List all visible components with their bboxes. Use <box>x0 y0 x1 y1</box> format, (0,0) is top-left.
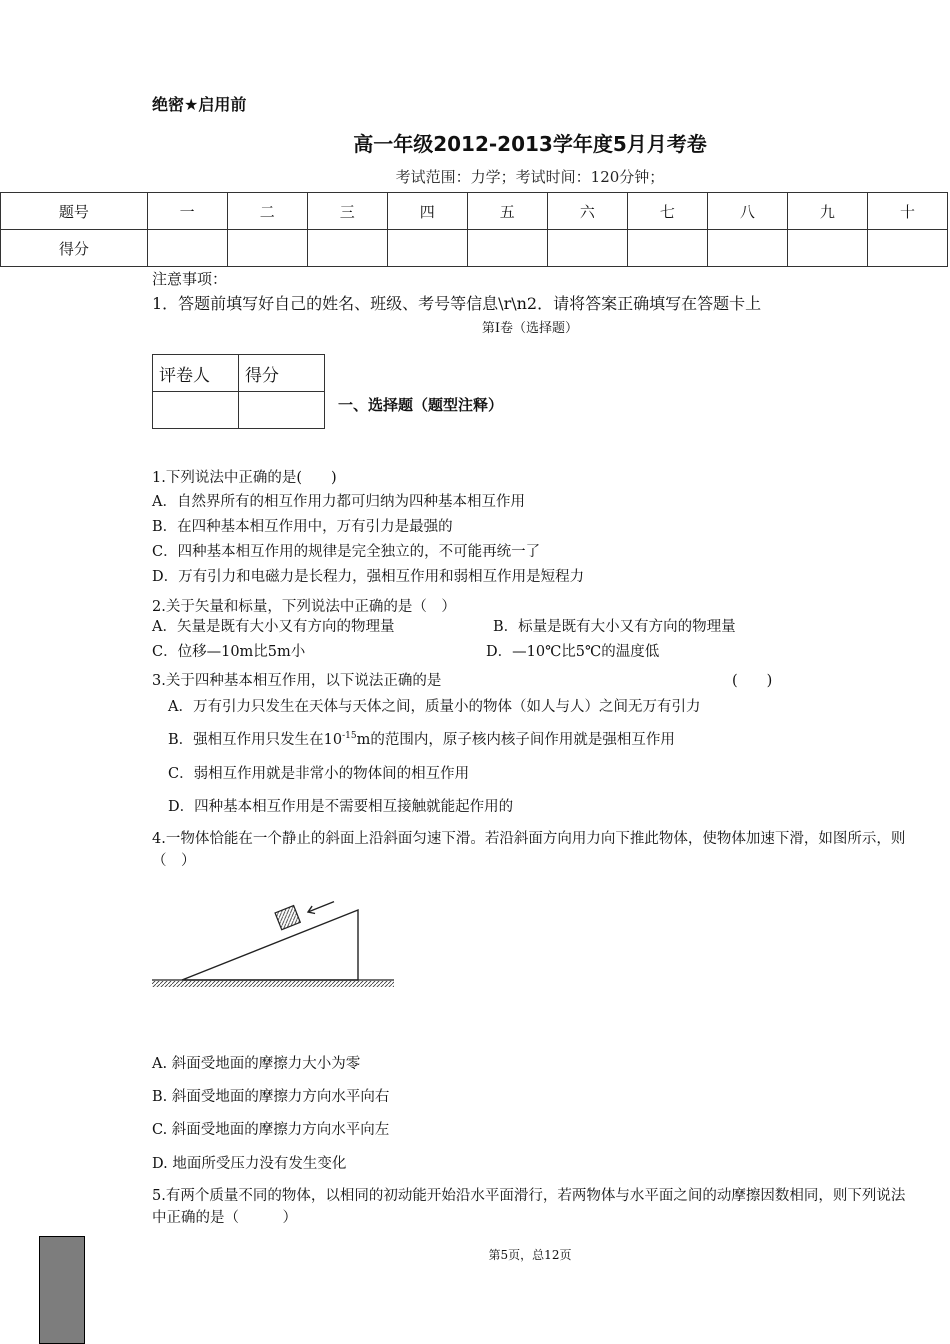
question-2-option-a: A．矢量是既有大小又有方向的物理量 <box>152 619 395 635</box>
score-table-header-row <box>1 193 948 230</box>
question-1-option-b: B．在四种基本相互作用中，万有引力是最强的 <box>152 519 453 535</box>
section-title: 一、选择题（题型注释） <box>338 396 504 414</box>
score-blank-cell <box>307 230 387 267</box>
score-blank-cell <box>547 230 627 267</box>
grader-blank-cell <box>153 392 239 429</box>
score-blank-cell <box>227 230 307 267</box>
score-cell: 四 <box>387 193 467 230</box>
score-cell: 六 <box>547 193 627 230</box>
score-blank-cell <box>387 230 467 267</box>
exam-title: 高一年级2012-2013学年度5月月考卷 <box>353 132 707 156</box>
score-cell: 十 <box>867 193 947 230</box>
score-cell: 一 <box>147 193 227 230</box>
question-1-option-d: D．万有引力和电磁力是长程力，强相互作用和弱相互作用是短程力 <box>152 569 585 585</box>
secret-label: 绝密★启用前 <box>152 95 247 114</box>
question-2-option-b: B．标量是既有大小又有方向的物理量 <box>493 619 736 635</box>
exponent: -15 <box>342 731 357 742</box>
score-blank-cell <box>627 230 707 267</box>
question-4-stem: 4.一物体恰能在一个静止的斜面上沿斜面匀速下滑。若沿斜面方向用力向下推此物体，使物体加速下滑，如图所示，则（ ） <box>152 831 906 869</box>
score-row-label: 得分 <box>1 230 148 267</box>
question-3-stem: 3.关于四种基本相互作用，以下说法正确的是 <box>152 673 442 689</box>
question-4-option-b: B. 斜面受地面的摩擦力方向水平向右 <box>152 1089 390 1105</box>
incline-diagram <box>148 900 398 995</box>
question-4-option-a: A. 斜面受地面的摩擦力大小为零 <box>152 1056 361 1072</box>
binding-margin-bar <box>39 1236 85 1344</box>
question-2-option-c: C．位移—10m比5m小 <box>152 644 306 660</box>
score-cell: 七 <box>627 193 707 230</box>
score-blank-cell <box>467 230 547 267</box>
incline-triangle <box>182 910 358 980</box>
question-3-option-d: D．四种基本相互作用是不需要相互接触就能起作用的 <box>168 799 514 815</box>
score-blank-cell <box>867 230 947 267</box>
grader-table <box>152 354 325 429</box>
question-4-option-c: C. 斜面受地面的摩擦力方向水平向左 <box>152 1122 390 1138</box>
question-5-stem: 5.有两个质量不同的物体，以相同的初动能开始沿水平面滑行，若两物体与水平面之间的动摩擦因数相同，则下列说法中正确的是（ ） <box>152 1188 906 1226</box>
score-table <box>0 192 948 267</box>
question-1-stem: 1.下列说法中正确的是( ) <box>152 470 337 486</box>
score-table-score-row <box>1 230 948 267</box>
question-3-option-b: B．强相互作用只发生在$10^{-15}m$的范围内，原子核内核子间作用就是强相互作用 <box>168 731 675 748</box>
page-number: 第5页，总12页 <box>488 1248 572 1262</box>
exam-range: 考试范围：力学；考试时间：120分钟； <box>395 168 665 186</box>
push-arrow <box>307 900 336 916</box>
score-cell: 三 <box>307 193 387 230</box>
question-1-option-c: C．四种基本相互作用的规律是完全独立的，不可能再统一了 <box>152 544 541 560</box>
volume-label: 第Ⅰ卷（选择题） <box>481 321 579 336</box>
score-blank-cell <box>707 230 787 267</box>
question-4-option-d: D. 地面所受压力没有发生变化 <box>152 1156 347 1172</box>
question-2-option-d: D．—10℃比5℃的温度低 <box>486 644 660 660</box>
question-3-option-c: C．弱相互作用就是非常小的物体间的相互作用 <box>168 766 470 782</box>
score-cell: 五 <box>467 193 547 230</box>
score-cell: 题号 <box>1 193 148 230</box>
ground-hatching <box>152 981 394 987</box>
score-cell: 九 <box>787 193 867 230</box>
score-cell: 八 <box>707 193 787 230</box>
question-2-stem: 2.关于矢量和标量，下列说法中正确的是（ ） <box>152 599 456 615</box>
notes-heading: 注意事项： <box>152 270 228 288</box>
score-blank-cell <box>787 230 867 267</box>
grader-label: 评卷人 <box>153 355 239 392</box>
grader-score-label: 得分 <box>239 355 325 392</box>
question-3-option-a: A．万有引力只发生在天体与天体之间，质量小的物体（如人与人）之间无万有引力 <box>168 699 701 715</box>
score-blank-cell <box>147 230 227 267</box>
notes-item: 1．答题前填写好自己的姓名、班级、考号等信息\r\n2．请将答案正确填写在答题卡上 <box>152 294 762 313</box>
question-3-bracket: ( ) <box>732 673 773 689</box>
grader-blank-cell <box>239 392 325 429</box>
question-1-option-a: A．自然界所有的相互作用力都可归纳为四种基本相互作用 <box>152 494 525 510</box>
block <box>275 906 300 930</box>
score-cell: 二 <box>227 193 307 230</box>
